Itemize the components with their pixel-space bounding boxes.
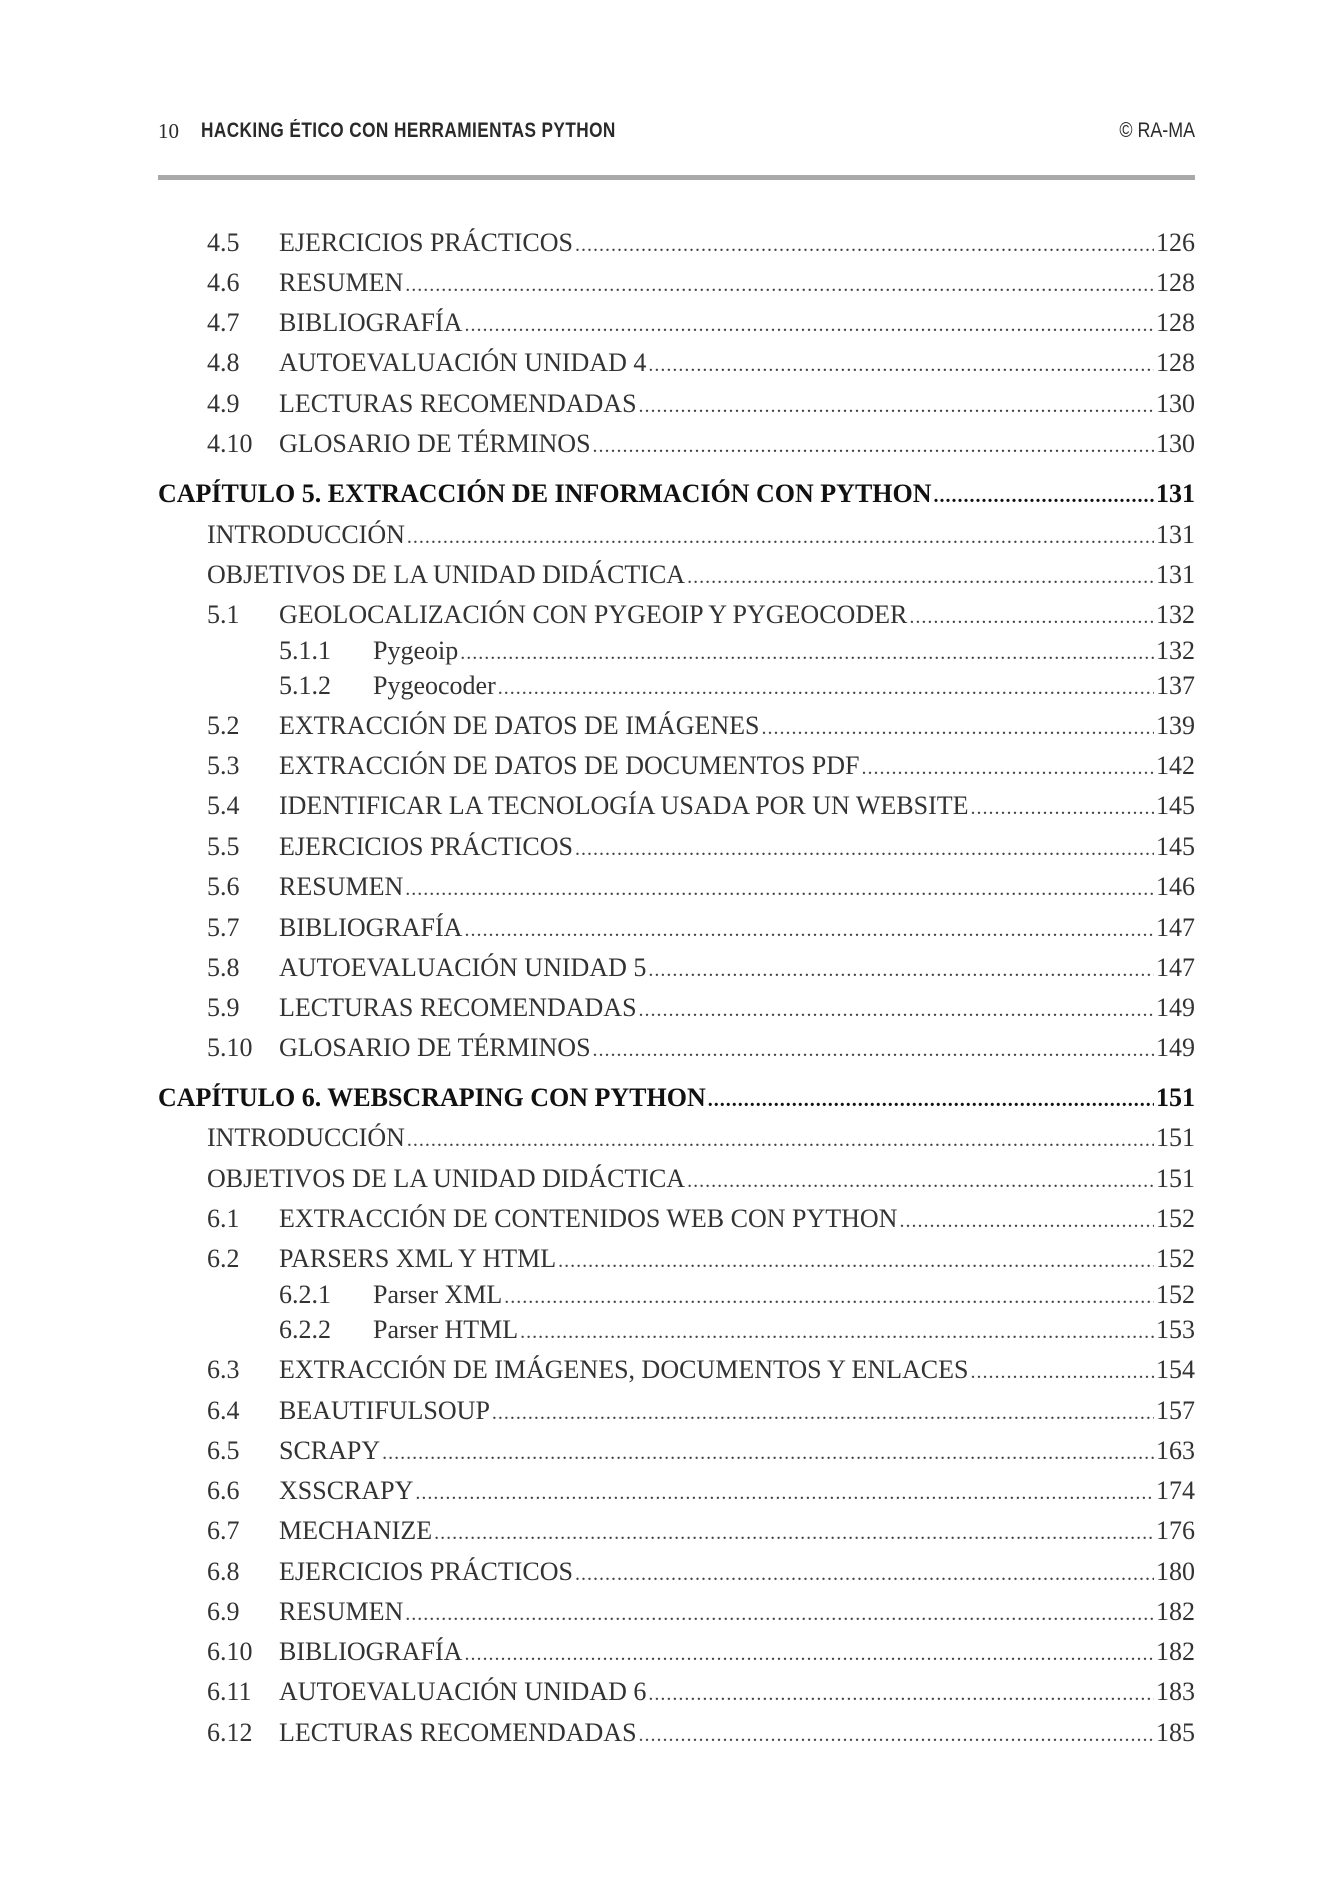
toc-entry-page: 126 <box>1156 228 1195 257</box>
toc-entry-page: 146 <box>1156 872 1195 901</box>
toc-entry-page: 149 <box>1156 993 1195 1022</box>
toc-entry-page: 137 <box>1156 671 1195 700</box>
toc-entry[interactable] <box>158 1125 1195 1151</box>
toc-entry-number: 5.4 <box>207 791 240 820</box>
toc-entry[interactable] <box>158 1317 1195 1343</box>
toc-leader-dots <box>575 1564 1154 1584</box>
toc-entry-page: 147 <box>1156 953 1195 982</box>
toc-entry-number: 5.1 <box>207 600 240 629</box>
toc-entry[interactable] <box>158 673 1195 699</box>
toc-entry[interactable] <box>158 1206 1195 1232</box>
toc-entry[interactable] <box>158 1599 1195 1625</box>
toc-leader-dots <box>382 1443 1154 1463</box>
toc-entry-page: 151 <box>1156 1164 1195 1193</box>
toc-entry-number: 5.7 <box>207 913 240 942</box>
toc-leader-dots <box>405 1604 1154 1624</box>
toc-entry-page: 152 <box>1156 1204 1195 1233</box>
toc-entry-page: 128 <box>1156 268 1195 297</box>
toc-entry-title: AUTOEVALUACIÓN UNIDAD 4 <box>279 348 647 377</box>
toc-entry-title: Pygeocoder <box>373 671 496 700</box>
toc-entry-page: 157 <box>1156 1396 1195 1425</box>
toc-entry-title: EJERCICIOS PRÁCTICOS <box>279 832 573 861</box>
toc-entry-page: 182 <box>1156 1637 1195 1666</box>
toc-entry-title: INTRODUCCIÓN <box>207 520 405 549</box>
toc-entry-page: 128 <box>1156 308 1195 337</box>
toc-entry-number: 6.11 <box>207 1677 252 1706</box>
toc-entry-title: BIBLIOGRAFÍA <box>279 1637 463 1666</box>
toc-entry-number: 6.5 <box>207 1436 240 1465</box>
toc-entry-number: 5.9 <box>207 993 240 1022</box>
toc-entry-title: AUTOEVALUACIÓN UNIDAD 5 <box>279 953 647 982</box>
toc-entry-page: 151 <box>1156 1083 1195 1112</box>
toc-entry-page: 142 <box>1156 751 1195 780</box>
toc-entry[interactable] <box>158 955 1195 981</box>
toc-leader-dots <box>639 1000 1154 1020</box>
toc-entry-title: EJERCICIOS PRÁCTICOS <box>279 228 573 257</box>
toc-entry[interactable] <box>158 602 1195 628</box>
toc-entry[interactable] <box>158 753 1195 779</box>
toc-leader-dots <box>492 1403 1154 1423</box>
toc-chapter-entry[interactable] <box>158 1085 1195 1111</box>
toc-entry-number: 5.6 <box>207 872 240 901</box>
toc-entry-title: RESUMEN <box>279 268 404 297</box>
toc-entry-number: 5.3 <box>207 751 240 780</box>
toc-entry[interactable] <box>158 1720 1195 1746</box>
toc-entry-page: 130 <box>1156 389 1195 418</box>
toc-entry-title: INTRODUCCIÓN <box>207 1123 405 1152</box>
toc-entry-title: BIBLIOGRAFÍA <box>279 913 463 942</box>
toc-entry-title: LECTURAS RECOMENDADAS <box>279 993 637 1022</box>
toc-entry-page: 139 <box>1156 711 1195 740</box>
toc-entry[interactable] <box>158 713 1195 739</box>
toc-entry-page: 154 <box>1156 1355 1195 1384</box>
toc-entry-title: EXTRACCIÓN DE CONTENIDOS WEB CON PYTHON <box>279 1204 898 1233</box>
toc-entry-page: 130 <box>1156 429 1195 458</box>
toc-entry-title: PARSERS XML Y HTML <box>279 1244 557 1273</box>
toc-leader-dots <box>407 1130 1154 1150</box>
header-rule <box>158 175 1195 180</box>
toc-entry-number: 5.5 <box>207 832 240 861</box>
toc-entry-title: OBJETIVOS DE LA UNIDAD DIDÁCTICA <box>207 560 686 589</box>
toc-entry[interactable] <box>158 1166 1195 1192</box>
toc-entry[interactable] <box>158 1438 1195 1464</box>
toc-leader-dots <box>405 275 1154 295</box>
toc-entry-number: 5.10 <box>207 1033 253 1062</box>
toc-leader-dots <box>498 678 1154 698</box>
toc-entry[interactable] <box>158 391 1195 417</box>
toc-entry-page: 153 <box>1156 1315 1195 1344</box>
toc-leader-dots <box>899 1211 1154 1231</box>
toc-entry-number: 6.9 <box>207 1597 240 1626</box>
toc-leader-dots <box>648 1684 1154 1704</box>
toc-chapter-entry[interactable] <box>158 481 1195 507</box>
toc-leader-dots <box>639 1725 1154 1745</box>
toc-entry-page: 131 <box>1156 560 1195 589</box>
toc-leader-dots <box>405 879 1154 899</box>
toc-entry[interactable] <box>158 874 1195 900</box>
toc-entry-number: 4.8 <box>207 348 240 377</box>
toc-entry-title: GLOSARIO DE TÉRMINOS <box>279 429 591 458</box>
toc-entry[interactable] <box>158 834 1195 860</box>
toc-leader-dots <box>687 567 1154 587</box>
toc-entry-number: 6.6 <box>207 1476 240 1505</box>
toc-leader-dots <box>575 235 1154 255</box>
toc-leader-dots <box>464 920 1154 940</box>
toc-leader-dots <box>504 1287 1154 1307</box>
toc-entry-page: 152 <box>1156 1244 1195 1273</box>
toc-entry-number: 5.1.2 <box>279 671 331 700</box>
running-header <box>158 114 1195 148</box>
toc-entry-number: 4.9 <box>207 389 240 418</box>
toc-entry[interactable] <box>158 1639 1195 1665</box>
toc-entry-title: BIBLIOGRAFÍA <box>279 308 463 337</box>
toc-entry-page: 128 <box>1156 348 1195 377</box>
toc-leader-dots <box>648 960 1154 980</box>
toc-entry-title: EXTRACCIÓN DE IMÁGENES, DOCUMENTOS Y ENLACES <box>279 1355 969 1384</box>
toc-entry-page: 149 <box>1156 1033 1195 1062</box>
toc-entry-title: Pygeoip <box>373 636 459 665</box>
toc-leader-dots <box>593 436 1154 456</box>
toc-entry-page: 131 <box>1156 479 1195 508</box>
toc-entry-page: 176 <box>1156 1516 1195 1545</box>
toc-leader-dots <box>909 607 1154 627</box>
toc-entry[interactable] <box>158 1679 1195 1705</box>
toc-leader-dots <box>520 1322 1154 1342</box>
toc-leader-dots <box>464 1644 1154 1664</box>
toc-entry[interactable] <box>158 1246 1195 1272</box>
toc-entry-title: Parser HTML <box>373 1315 519 1344</box>
toc-entry[interactable] <box>158 522 1195 548</box>
toc-leader-dots <box>460 643 1154 663</box>
toc-entry-page: 145 <box>1156 832 1195 861</box>
toc-entry-number: 6.3 <box>207 1355 240 1384</box>
toc-entry-title: GLOSARIO DE TÉRMINOS <box>279 1033 591 1062</box>
toc-entry-title: EXTRACCIÓN DE DATOS DE DOCUMENTOS PDF <box>279 751 860 780</box>
toc-entry-number: 6.4 <box>207 1396 240 1425</box>
toc-entry[interactable] <box>158 310 1195 336</box>
toc-entry-title: BEAUTIFULSOUP <box>279 1396 490 1425</box>
toc-leader-dots <box>970 1362 1154 1382</box>
toc-leader-dots <box>639 396 1154 416</box>
toc-entry[interactable] <box>158 1559 1195 1585</box>
toc-entry[interactable] <box>158 1398 1195 1424</box>
toc-entry[interactable] <box>158 230 1195 256</box>
toc-entry-page: 132 <box>1156 636 1195 665</box>
publisher: © RA-MA <box>1119 119 1195 142</box>
toc-entry-title: RESUMEN <box>279 872 404 901</box>
toc-entry-title: LECTURAS RECOMENDADAS <box>279 1718 637 1747</box>
toc-leader-dots <box>575 839 1154 859</box>
toc-entry-title: CAPÍTULO 6. WEBSCRAPING CON PYTHON <box>158 1083 706 1112</box>
toc-entry[interactable] <box>158 995 1195 1021</box>
toc-entry-number: 5.2 <box>207 711 240 740</box>
toc-entry-title: Parser XML <box>373 1280 503 1309</box>
toc-entry-title: CAPÍTULO 5. EXTRACCIÓN DE INFORMACIÓN CON PYTHON <box>158 479 932 508</box>
toc-entry-page: 180 <box>1156 1557 1195 1586</box>
toc-leader-dots <box>762 718 1154 738</box>
toc-entry-title: XSSCRAPY <box>279 1476 414 1505</box>
toc-entry[interactable] <box>158 431 1195 457</box>
toc-entry-page: 131 <box>1156 520 1195 549</box>
toc-entry-title: MECHANIZE <box>279 1516 433 1545</box>
toc-entry-page: 182 <box>1156 1597 1195 1626</box>
toc-entry-page: 174 <box>1156 1476 1195 1505</box>
toc-leader-dots <box>648 355 1154 375</box>
toc-entry[interactable] <box>158 350 1195 376</box>
toc-leader-dots <box>415 1483 1154 1503</box>
toc-entry-number: 5.8 <box>207 953 240 982</box>
toc-entry-title: GEOLOCALIZACIÓN CON PYGEOIP Y PYGEOCODER <box>279 600 908 629</box>
toc-entry-page: 152 <box>1156 1280 1195 1309</box>
toc-leader-dots <box>407 527 1154 547</box>
toc-entry-number: 6.2.2 <box>279 1315 331 1344</box>
toc-entry-title: LECTURAS RECOMENDADAS <box>279 389 637 418</box>
toc-entry[interactable] <box>158 638 1195 664</box>
toc-entry-number: 6.12 <box>207 1718 253 1747</box>
toc-entry-title: AUTOEVALUACIÓN UNIDAD 6 <box>279 1677 647 1706</box>
toc-entry-number: 6.8 <box>207 1557 240 1586</box>
toc-entry-number: 5.1.1 <box>279 636 331 665</box>
toc-entry[interactable] <box>158 1357 1195 1383</box>
toc-entry-page: 163 <box>1156 1436 1195 1465</box>
toc-entry[interactable] <box>158 1282 1195 1308</box>
toc-entry-number: 6.1 <box>207 1204 240 1233</box>
toc-entry-title: IDENTIFICAR LA TECNOLOGÍA USADA POR UN WEBSITE <box>279 791 969 820</box>
toc-entry[interactable] <box>158 793 1195 819</box>
toc-entry-page: 147 <box>1156 913 1195 942</box>
toc-entry-page: 132 <box>1156 600 1195 629</box>
toc-leader-dots <box>861 758 1154 778</box>
toc-leader-dots <box>708 1090 1154 1110</box>
toc-entry-title: RESUMEN <box>279 1597 404 1626</box>
toc-entry-page: 185 <box>1156 1718 1195 1747</box>
page-number: 10 <box>158 118 179 143</box>
book-title: HACKING ÉTICO CON HERRAMIENTAS PYTHON <box>201 119 616 142</box>
toc-entry-page: 183 <box>1156 1677 1195 1706</box>
toc-entry-title: EJERCICIOS PRÁCTICOS <box>279 1557 573 1586</box>
toc-entry[interactable] <box>158 1035 1195 1061</box>
toc-entry-number: 4.6 <box>207 268 240 297</box>
toc-entry-number: 4.7 <box>207 308 240 337</box>
toc-leader-dots <box>558 1251 1154 1271</box>
toc-entry[interactable] <box>158 562 1195 588</box>
toc-entry-number: 6.2.1 <box>279 1280 331 1309</box>
toc-entry[interactable] <box>158 915 1195 941</box>
toc-leader-dots <box>434 1523 1154 1543</box>
toc-leader-dots <box>464 315 1154 335</box>
toc-leader-dots <box>593 1040 1154 1060</box>
toc-entry-number: 4.5 <box>207 228 240 257</box>
toc-entry-title: OBJETIVOS DE LA UNIDAD DIDÁCTICA <box>207 1164 686 1193</box>
toc-entry-page: 151 <box>1156 1123 1195 1152</box>
toc-entry-number: 4.10 <box>207 429 253 458</box>
toc-leader-dots <box>687 1171 1154 1191</box>
toc-entry-number: 6.10 <box>207 1637 253 1666</box>
toc-entry-title: EXTRACCIÓN DE DATOS DE IMÁGENES <box>279 711 760 740</box>
toc-leader-dots <box>934 486 1154 506</box>
toc-entry[interactable] <box>158 1478 1195 1504</box>
toc-entry[interactable] <box>158 1518 1195 1544</box>
toc-entry-number: 6.7 <box>207 1516 240 1545</box>
toc-entry-title: SCRAPY <box>279 1436 381 1465</box>
toc-entry[interactable] <box>158 270 1195 296</box>
toc-entry-page: 145 <box>1156 791 1195 820</box>
toc-leader-dots <box>971 798 1155 818</box>
toc-entry-number: 6.2 <box>207 1244 240 1273</box>
